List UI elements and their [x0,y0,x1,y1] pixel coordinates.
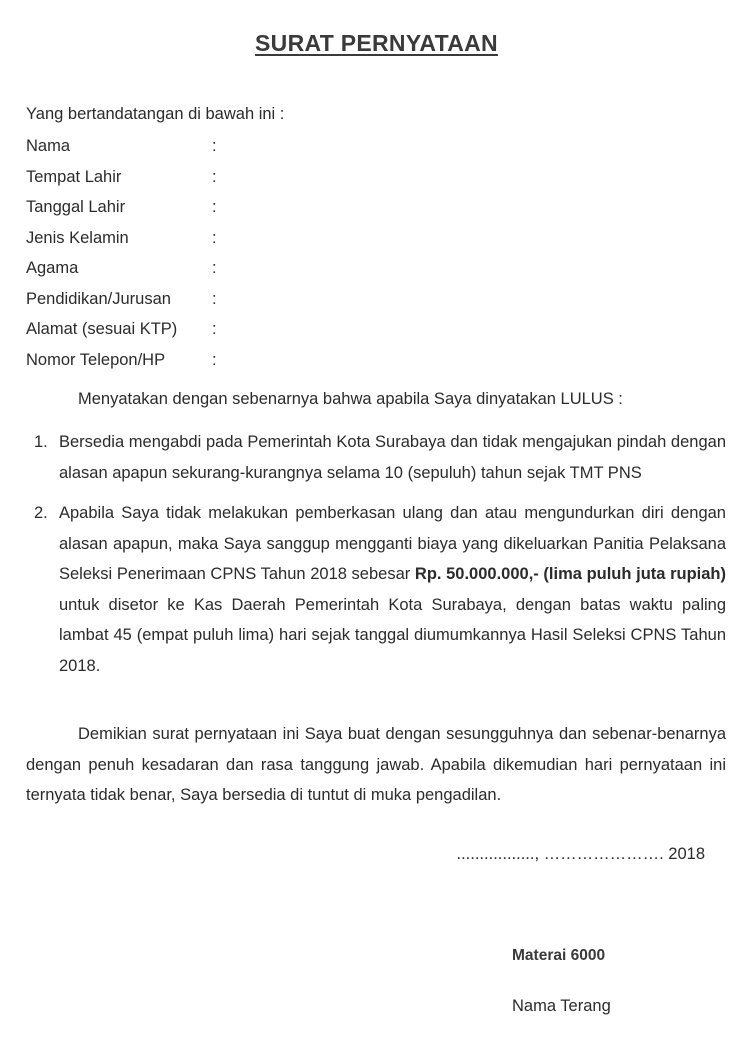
place-date-line: ................., …………………. 2018 [456,845,705,863]
document-title: SURAT PERNYATAAN [255,30,498,56]
item-text: Bersedia mengabdi pada Pemerintah Kota Surabaya dan tidak mengajukan pindah dengan alasan apapun sekurang-kurangnya selama 10 (sepuluh) tahun sejak TMT PNS [59,433,726,482]
statement-list [26,427,726,691]
identity-fields [26,135,326,379]
field-label: Nomor Telepon/HP [26,350,166,369]
field-label: Jenis Kelamin [26,228,129,247]
field-label: Agama [26,259,79,277]
field-label: Nama [26,137,71,155]
field-tanggal-lahir [26,196,326,227]
list-item [26,498,726,681]
item-number: 2. [34,504,48,522]
field-label: Tanggal Lahir [26,198,126,216]
field-label: Pendidikan/Jurusan [26,289,171,308]
statement-text: Menyatakan dengan sebenarnya bahwa apabila Saya dinyatakan LULUS : [78,390,623,408]
field-colon: : [212,228,217,247]
field-colon: : [212,350,217,369]
field-pendidikan-jurusan [26,288,326,319]
item-text-before: Apabila Saya tidak melakukan pemberkasan ulang dan atau mengundurkan diri dengan alasan apapun, maka Saya sanggup mengganti biaya yang dikeluarkan Panitia Pelaksana Seleksi Penerimaan CPNS Tahun 2018 sebesar [59,504,726,583]
intro-text: Yang bertandatangan di bawah ini : [26,105,285,123]
item-amount-bold: Rp. 50.000.000,- (lima puluh juta rupiah) [414,565,726,583]
item-text-after: untuk disetor ke Kas Daerah Pemerintah Kota Surabaya, dengan batas waktu paling lambat 45 (empat puluh lima) hari sejak tanggal diumumkannya Hasil Seleksi CPNS Tahun 2018. [59,595,726,675]
stamp-label: Materai 6000 [512,947,606,964]
item-number: 1. [34,433,48,451]
field-tempat-lahir [26,166,326,197]
field-label: Tempat Lahir [26,167,122,186]
signer-name-label: Nama Terang [512,997,611,1015]
field-colon: : [212,289,217,308]
closing-paragraph: Demikian surat pernyataan ini Saya buat dengan sesungguhnya dan sebenar-benarnya dengan penuh kesadaran dan rasa tanggung jawab. Apabila dikemudian hari pernyataan ini ternyata tidak benar, Saya bersedia di tuntut di muka pengadilan. [26,725,726,804]
field-colon: : [212,167,217,186]
field-nomor-telepon [26,349,326,380]
field-colon: : [212,259,217,277]
field-colon: : [212,137,217,155]
field-alamat [26,318,326,349]
field-colon: : [212,198,217,216]
field-label: Alamat (sesuai KTP) [26,320,178,338]
field-nama [26,135,326,166]
list-item [26,427,726,488]
field-colon: : [212,320,217,338]
field-agama [26,257,326,288]
field-jenis-kelamin [26,227,326,258]
